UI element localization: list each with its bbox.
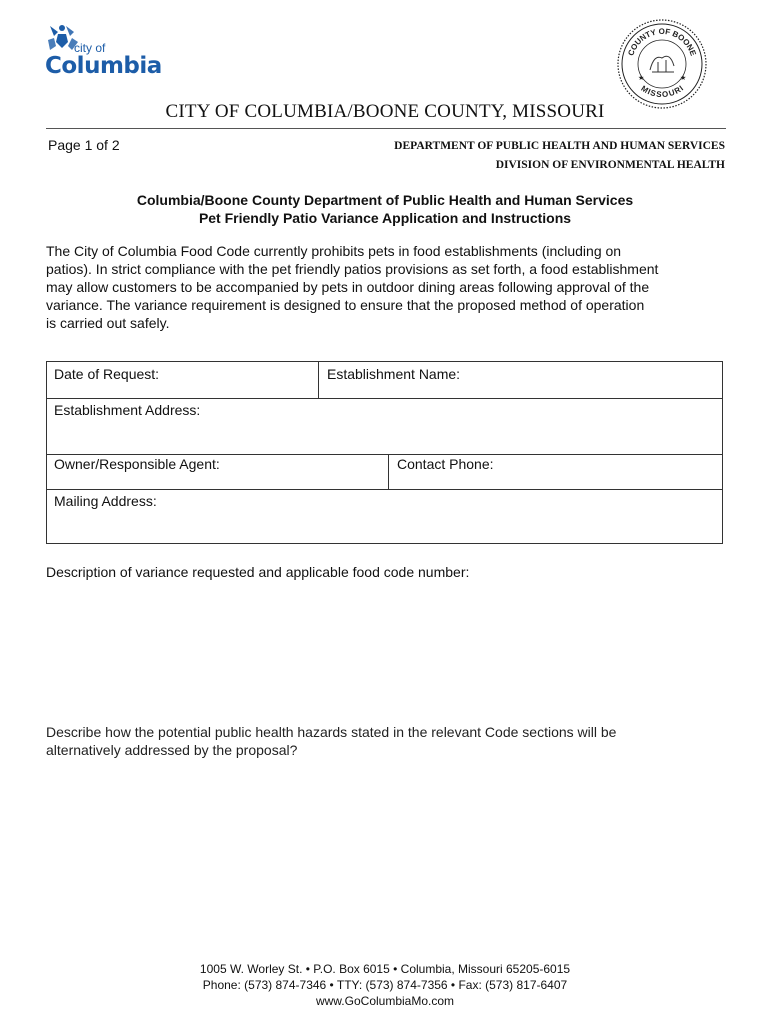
applicant-info-form xyxy=(46,361,723,544)
form-col-divider xyxy=(388,454,389,489)
intro-paragraph xyxy=(46,242,726,332)
form-row-divider xyxy=(47,489,722,490)
date-of-request-field[interactable]: Date of Request: xyxy=(54,366,160,382)
footer-address: 1005 W. Worley St. • P.O. Box 6015 • Columbia, Missouri 65205-6015 xyxy=(199,962,571,976)
intro-line: is carried out safely. xyxy=(46,315,170,331)
form-row-divider xyxy=(47,454,722,455)
logo-columbia-text: Columbia xyxy=(45,53,162,79)
county-seal-icon xyxy=(616,18,708,110)
footer-phone: Phone: (573) 874-7346 • TTY: (573) 874-7356 • Fax: (573) 817-6407 xyxy=(202,978,568,992)
seal-bottom-text: MISSOURI xyxy=(639,83,685,100)
department-heading xyxy=(394,137,725,175)
form-heading-line2: Pet Friendly Patio Variance Application and Instructions xyxy=(198,210,572,226)
hazard-description-prompt xyxy=(46,723,726,759)
svg-text:MISSOURI xyxy=(639,84,685,99)
logo-city-of-text: city of xyxy=(74,41,106,55)
page-footer xyxy=(0,961,770,1009)
division-line: DIVISION OF ENVIRONMENTAL HEALTH xyxy=(495,159,725,171)
svg-text:★: ★ xyxy=(680,74,687,82)
header-divider xyxy=(46,128,726,129)
contact-phone-field[interactable]: Contact Phone: xyxy=(397,456,494,472)
page-number: Page 1 of 2 xyxy=(48,137,120,153)
hazard-prompt-line1: Describe how the potential public health hazards stated in the relevant Code sections will be xyxy=(46,724,617,740)
seal-top-text: COUNTY OF BOONE xyxy=(626,26,698,58)
establishment-name-field[interactable]: Establishment Name: xyxy=(327,366,461,382)
svg-text:COUNTY OF BOONE xyxy=(626,27,698,58)
intro-line: variance. The variance requirement is designed to ensure that the proposed method of operation xyxy=(46,297,645,313)
establishment-address-field[interactable]: Establishment Address: xyxy=(54,402,201,418)
county-seal xyxy=(616,18,708,110)
variance-description-prompt: Description of variance requested and applicable food code number: xyxy=(46,564,470,580)
department-line: DEPARTMENT OF PUBLIC HEALTH AND HUMAN SERVICES xyxy=(394,140,725,152)
owner-agent-field[interactable]: Owner/Responsible Agent: xyxy=(54,456,220,472)
hazard-prompt-line2: alternatively addressed by the proposal? xyxy=(46,742,298,758)
intro-line: patios). In strict compliance with the pet friendly patios provisions as set forth, a food establishment xyxy=(46,261,659,277)
intro-line: may allow customers to be accompanied by pets in outdoor dining areas following approval of the xyxy=(46,279,650,295)
city-logo xyxy=(44,22,174,82)
svg-text:★: ★ xyxy=(638,74,645,82)
intro-line: The City of Columbia Food Code currently prohibits pets in food establishments (including on xyxy=(46,243,622,259)
form-heading-line1: Columbia/Boone County Department of Public Health and Human Services xyxy=(136,192,634,208)
form-col-divider xyxy=(318,362,319,398)
form-heading xyxy=(0,191,770,227)
page-title: CITY OF COLUMBIA/BOONE COUNTY, MISSOURI xyxy=(165,101,605,122)
form-row-divider xyxy=(47,398,722,399)
footer-website-link[interactable]: www.GoColumbiaMo.com xyxy=(315,994,455,1008)
mailing-address-field[interactable]: Mailing Address: xyxy=(54,493,157,509)
